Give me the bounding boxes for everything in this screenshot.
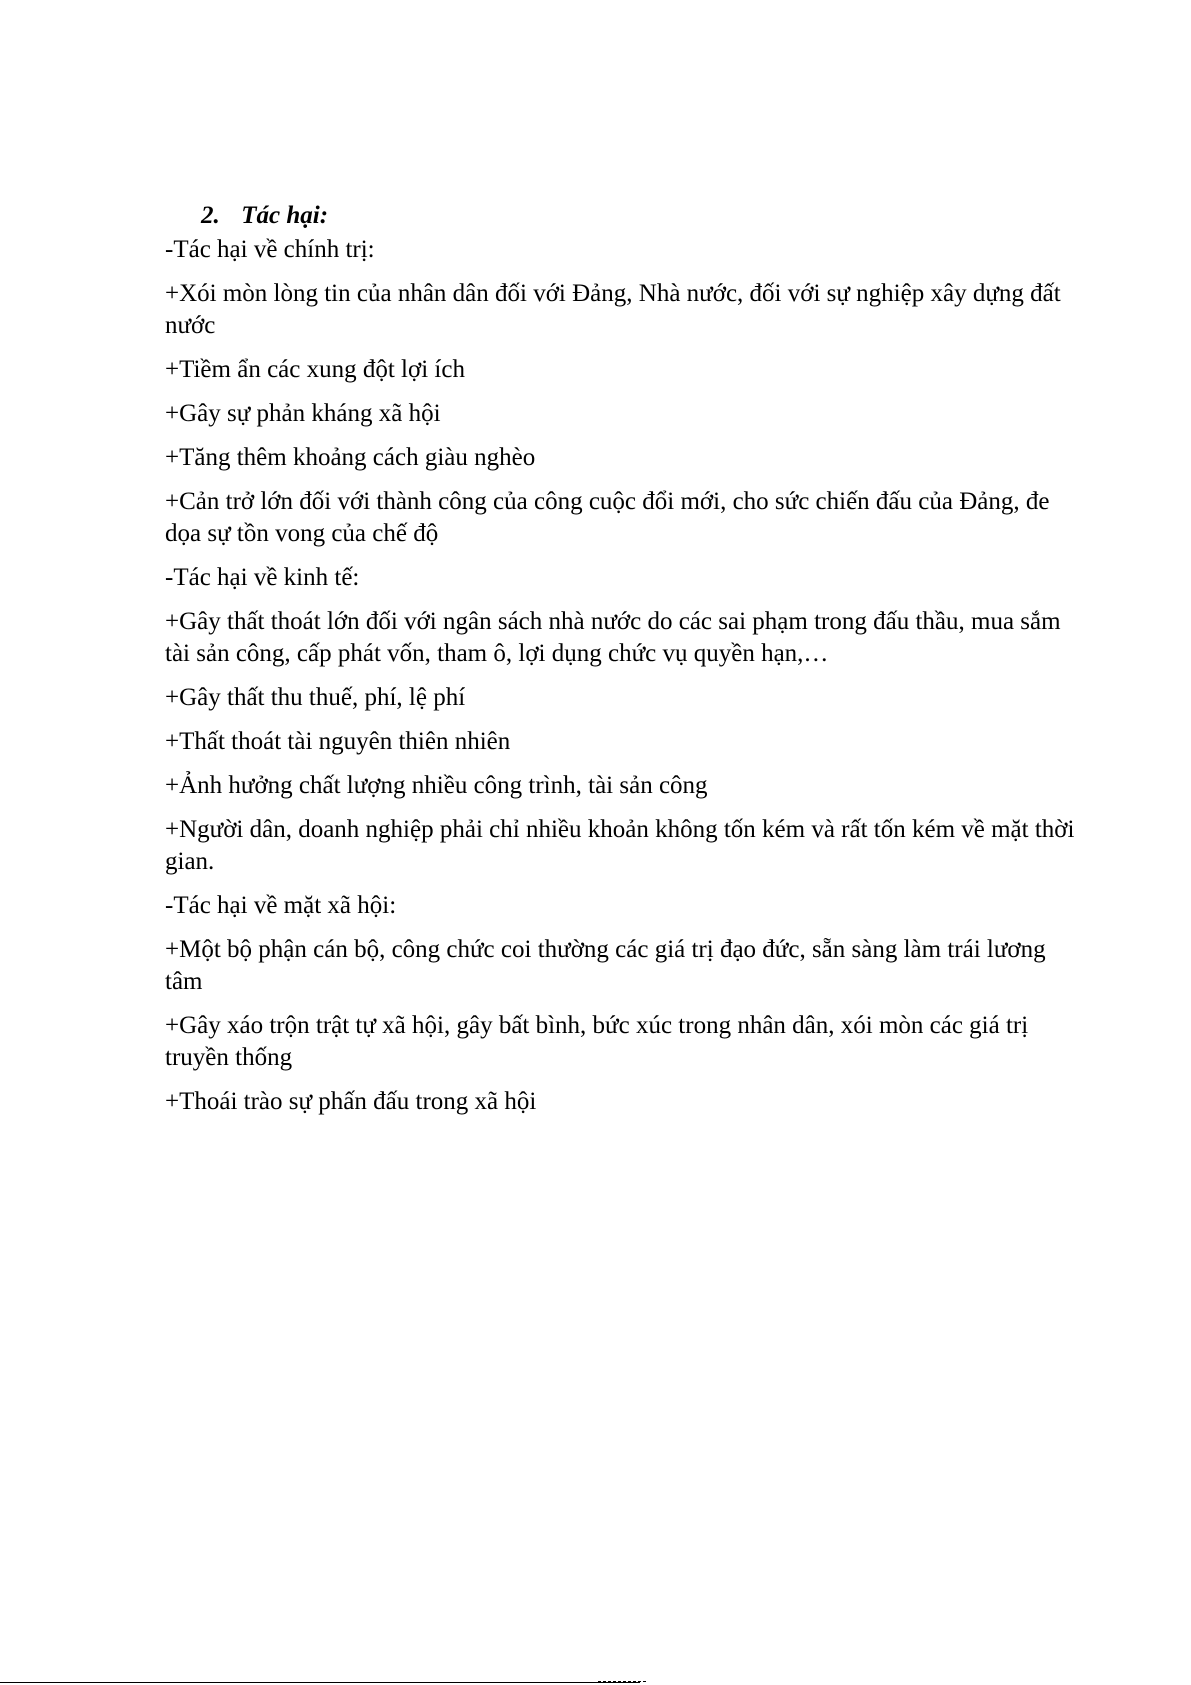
paragraph-social-resistance: +Gây sự phản kháng xã hội bbox=[165, 400, 441, 427]
section-title: Tác hại: bbox=[241, 202, 329, 229]
bottom-divider-dash bbox=[598, 1681, 646, 1682]
paragraph-project-quality: +Ảnh hưởng chất lượng nhiều công trình, tài sản công bbox=[165, 772, 708, 799]
paragraph-political-harm: -Tác hại về chính trị: bbox=[165, 236, 375, 263]
paragraph-hinders-renewal: +Cản trở lớn đối với thành công của công cuộc đổi mới, cho sức chiến đấu của Đảng, đe dọa sự tồn vong của chế độ bbox=[165, 488, 1050, 547]
paragraph-tax-loss: +Gây thất thu thuế, phí, lệ phí bbox=[165, 684, 466, 711]
paragraph-erodes-trust: +Xói mòn lòng tin của nhân dân đối với Đảng, Nhà nước, đối với sự nghiệp xây dựng đất nước bbox=[165, 280, 1061, 339]
paragraph-social-harm: -Tác hại về mặt xã hội: bbox=[165, 892, 397, 919]
paragraph-ethics-disregard: +Một bộ phận cán bộ, công chức coi thường các giá trị đạo đức, sẵn sàng làm trái lương tâm bbox=[165, 936, 1046, 995]
section-heading bbox=[201, 200, 1085, 232]
document-body bbox=[165, 200, 1085, 1130]
paragraph-interest-conflicts: +Tiềm ẩn các xung đột lợi ích bbox=[165, 356, 465, 383]
paragraph-extra-costs: +Người dân, doanh nghiệp phải chỉ nhiều khoản không tốn kém và rất tốn kém về mặt thời gian. bbox=[165, 816, 1075, 875]
paragraph-wealth-gap: +Tăng thêm khoảng cách giàu nghèo bbox=[165, 444, 536, 471]
section-number: 2. bbox=[201, 202, 220, 229]
paragraph-social-disorder: +Gây xáo trộn trật tự xã hội, gây bất bình, bức xúc trong nhân dân, xói mòn các giá trị truyền thống bbox=[165, 1012, 1029, 1071]
paragraph-resource-loss: +Thất thoát tài nguyên thiên nhiên bbox=[165, 728, 511, 755]
paragraph-economic-harm: -Tác hại về kinh tế: bbox=[165, 564, 360, 591]
paragraph-budget-loss: +Gây thất thoát lớn đối với ngân sách nhà nước do các sai phạm trong đấu thầu, mua sắm tài sản công, cấp phát vốn, tham ô, lợi dụng chức vụ quyền hạn,… bbox=[165, 608, 1061, 667]
bottom-divider bbox=[0, 1682, 640, 1683]
paragraph-decline-effort: +Thoái trào sự phấn đấu trong xã hội bbox=[165, 1088, 537, 1115]
